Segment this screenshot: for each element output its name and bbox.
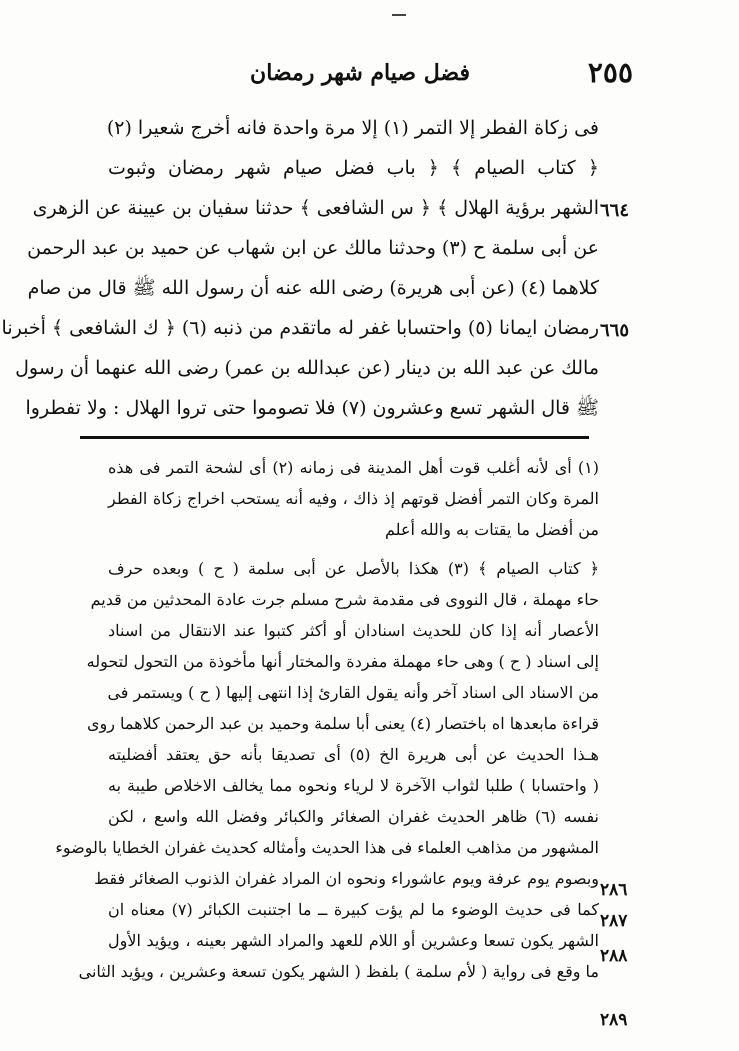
footnote-line: كما فى حديث الوضوء ما لم يؤت كبيرة ــ ما اجتنبت الكبائر (٧) معناه ان [108,900,600,919]
footnote-number-column [600,870,660,1040]
footnote-line: من الاسناد الى اسناد آخر وأنه يقول القارئ إذا انتهى إليها ( ح ) ويستمر فى [107,683,599,702]
footnote-margin-number: ٢٨٧ [600,911,628,931]
footnote-line: الأعصار أنه إذا كان للحديث اسنادان أو أكثر كتبوا عند الانتقال من اسناد [108,621,599,640]
page-header [80,56,633,96]
main-line: ﴿ كتاب الصيام ﴾ ﴿ باب فضل صيام شهر رمضان وثبوت [108,157,599,179]
footnote-margin-number: ٢٨٨ [600,946,628,966]
footnote-line: ما وقع فى رواية ( لأم سلمة ) بلفظ ( الشهر يكون تسعة وعشرين ، ويؤيد الثانى [78,962,599,981]
footnote-line: ﴿ كتاب الصيام ﴾ (٣) هكذا بالأصل عن أبى سلمة ( ح ) وبعده حرف [108,559,599,578]
main-line: كلاهما (٤) (عن أبى هريرة) رضى الله عنه أن رسول الله ﷺ قال من صام [27,277,599,299]
page-title: فضل صيام شهر رمضان [250,60,470,86]
hadith-number-column [600,108,660,438]
footnote-divider [80,436,589,439]
page-number: ٢٥٥ [587,56,633,89]
footnote-line: المرة وكان التمر أفضل قوتهم إذ ذاك ، وفيه أنه يستحب اخراج زكاة الفطر [108,489,599,508]
hadith-number: ٦٦٥ [600,320,630,341]
footnotes [55,452,600,987]
footnote-line: المشهور من مذاهب العلماء فى هذا الحديث وأمثاله كحديث غفران الخطايا بالوضوء [55,838,599,857]
footnote-line: ( واحتسابا ) طلبا لثواب الآخرة لا لرياء ونحوه مما يخالف الاخلاص طيبة به [108,776,599,795]
main-line: فى زكاة الفطر إلا التمر (١) إلا مرة واحدة فانه أخرج شعيرا (٢) [106,117,599,139]
top-mark [392,14,406,16]
footnote-line: إلى اسناد ( ح ) وهى حاء مهملة مفردة والمختار أنها مأخوذة من التحول لتحوله [86,652,599,671]
footnote-line: (١) أى لأنه أغلب قوت أهل المدينة فى زمانه (٢) أى لشحة التمر فى هذه [108,458,600,477]
main-text [1,108,599,428]
main-line: مالك عن عبد الله بن دينار (عن عبدالله بن عمر) رضى الله عنهما أن رسول [15,357,599,379]
footnote-line: نفسه (٦) ظاهر الحديث غفران الصغائر والكبائر وفضل الله واسع ، لكن [108,807,599,826]
footnote-line: الشهر يكون تسعا وعشرين أو اللام للعهد والمراد الشهر بعينه ، ويؤيد الأول [108,931,599,950]
footnote-margin-number: ٢٨٦ [600,880,628,900]
main-line: عن أبى سلمة ح (٣) وحدثنا مالك عن ابن شهاب عن حميد بن عبد الرحمن [27,237,599,259]
main-line: رمضان ايمانا (٥) واحتسابا غفر له ماتقدم من ذنبه (٦) ﴿ ك الشافعى ﴾ أخبرنا [1,317,599,339]
hadith-number: ٦٦٤ [600,200,630,221]
main-line: ﷺ قال الشهر تسع وعشرون (٧) فلا تصوموا حتى تروا الهلال : ولا تفطروا [25,397,599,419]
footnote-line: قراءة مابعدها اه باختصار (٤) يعنى أبا سلمة وحميد بن عبد الرحمن كلاهما روى [86,714,599,733]
footnote-line: وبصوم يوم عرفة ويوم عاشوراء ونحوه ان المراد غفران الذنوب الصغائر فقط [94,869,599,888]
footnote-line: من أفضل ما يقتات به والله أعلم [385,520,599,539]
main-line: الشهر برؤية الهلال ﴾ ﴿ س الشافعى ﴾ حدثنا سفيان بن عيينة عن الزهرى [32,197,599,219]
footnote-line: حاء مهملة ، قال النووى فى مقدمة شرح مسلم جرت عادة المحدثين من قديم [90,590,599,609]
footnote-line: هـذا الحديث عن أبى هريرة الخ (٥) أى تصديقا بأنه حق يعتقد أفضليته [108,745,599,764]
footnote-margin-number: ٢٨٩ [600,1010,628,1030]
